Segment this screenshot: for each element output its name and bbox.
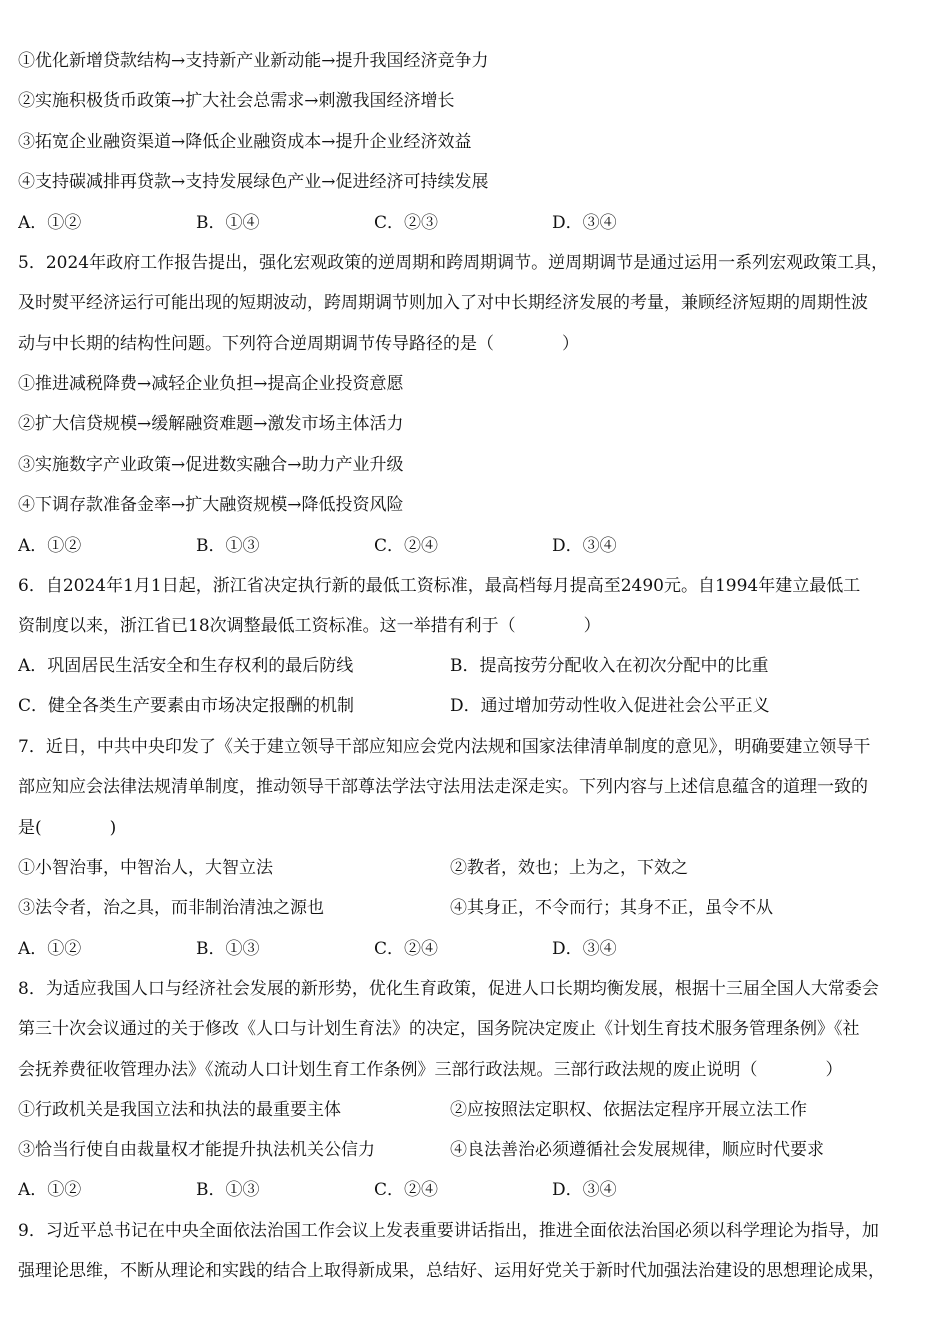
q8-option-d: D．③④ <box>552 1180 617 1200</box>
q7-item-4: ④其身正，不令而行；其身不正，虽令不从 <box>450 898 773 918</box>
q6-options-row-1 <box>18 646 932 686</box>
q5-item-4: ④下调存款准备金率→扩大融资规模→降低投资风险 <box>18 495 404 515</box>
q7-item-3: ③法令者，治之具，而非制治清浊之源也 <box>18 898 324 918</box>
q7-item-2: ②教者，效也；上为之，下效之 <box>450 858 688 878</box>
q5-item-2: ②扩大信贷规模→缓解融资难题→激发市场主体活力 <box>18 414 404 434</box>
q6-stem-line-2: 资制度以来，浙江省已18次调整最低工资标准。这一举措有利于（ ） <box>18 616 601 636</box>
q8-option-b: B．①③ <box>196 1180 260 1200</box>
q8-stem-line-1: 8．为适应我国人口与经济社会发展的新形势，优化生育政策，促进人口长期均衡发展，根据十三届全国人大常委会 <box>18 979 879 999</box>
q9-stem-line-1: 9．习近平总书记在中央全面依法治国工作会议上发表重要讲话指出，推进全面依法治国必须以科学理论为指导，加 <box>18 1221 879 1241</box>
q5-option-c: C．②④ <box>374 536 439 556</box>
q6-option-b: B．提高按劳分配收入在初次分配中的比重 <box>450 656 769 676</box>
q5-stem-line-3: 动与中长期的结构性问题。下列符合逆周期调节传导路径的是（ ） <box>18 334 579 354</box>
q7-option-d: D．③④ <box>552 939 617 959</box>
q5-item-3: ③实施数字产业政策→促进数实融合→助力产业升级 <box>18 455 404 475</box>
q8-items-row-1 <box>18 1090 932 1130</box>
q6-option-a: A．巩固居民生活安全和生存权利的最后防线 <box>18 656 354 676</box>
q8-item-2: ②应按照法定职权、依据法定程序开展立法工作 <box>450 1100 807 1120</box>
q4-option-a: A．①② <box>18 213 82 233</box>
q7-option-b: B．①③ <box>196 939 260 959</box>
q7-stem-line-1: 7．近日，中共中央印发了《关于建立领导干部应知应会党内法规和国家法律清单制度的意见》，明确要建立领导干 <box>18 737 871 757</box>
q5-option-b: B．①③ <box>196 536 260 556</box>
q5-stem-line-1: 5．2024年政府工作报告提出，强化宏观政策的逆周期和跨周期调节。逆周期调节是通过运用一系列宏观政策工具， <box>18 253 889 273</box>
q7-options <box>18 929 932 969</box>
q4-item-1: ①优化新增贷款结构→支持新产业新动能→提升我国经济竞争力 <box>18 51 489 71</box>
q7-items-row-2 <box>18 888 932 928</box>
q7-option-a: A．①② <box>18 939 82 959</box>
q7-stem-line-3: 是( ) <box>18 818 117 838</box>
q8-option-c: C．②④ <box>374 1180 439 1200</box>
q4-option-c: C．②③ <box>374 213 439 233</box>
q5-options <box>18 526 932 566</box>
q5-option-a: A．①② <box>18 536 82 556</box>
q8-stem-line-3: 会抚养费征收管理办法》《流动人口计划生育工作条例》三部行政法规。三部行政法规的废止说明（ ） <box>18 1060 843 1080</box>
q5-stem-line-2: 及时熨平经济运行可能出现的短期波动，跨周期调节则加入了对中长期经济发展的考量，兼顾经济短期的周期性波 <box>18 293 868 313</box>
q8-options <box>18 1170 932 1210</box>
q6-options-row-2 <box>18 686 932 726</box>
q7-stem-line-2: 部应知应会法律法规清单制度，推动领导干部尊法学法守法用法走深走实。下列内容与上述信息蕴含的道理一致的 <box>18 777 868 797</box>
q8-items-row-2 <box>18 1130 932 1170</box>
q4-item-2: ②实施积极货币政策→扩大社会总需求→刺激我国经济增长 <box>18 91 455 111</box>
q5-item-1: ①推进减税降费→减轻企业负担→提高企业投资意愿 <box>18 374 404 394</box>
q8-option-a: A．①② <box>18 1180 82 1200</box>
q5-option-d: D．③④ <box>552 536 617 556</box>
q6-option-d: D．通过增加劳动性收入促进社会公平正义 <box>450 696 770 716</box>
q9-stem-line-2: 强理论思维，不断从理论和实践的结合上取得新成果，总结好、运用好党关于新时代加强法治建设的思想理论成果， <box>18 1261 885 1281</box>
q7-item-1: ①小智治事，中智治人，大智立法 <box>18 858 273 878</box>
q7-items-row-1 <box>18 848 932 888</box>
q4-item-3: ③拓宽企业融资渠道→降低企业融资成本→提升企业经济效益 <box>18 132 472 152</box>
q8-stem-line-2: 第三十次会议通过的关于修改《人口与计划生育法》的决定，国务院决定废止《计划生育技术服务管理条例》《社 <box>18 1019 860 1039</box>
q6-stem-line-1: 6．自2024年1月1日起，浙江省决定执行新的最低工资标准，最高档每月提高至2490元。自1994年建立最低工 <box>18 576 861 596</box>
q6-option-c: C．健全各类生产要素由市场决定报酬的机制 <box>18 696 355 716</box>
q4-option-b: B．①④ <box>196 213 260 233</box>
q4-item-4: ④支持碳减排再贷款→支持发展绿色产业→促进经济可持续发展 <box>18 172 489 192</box>
q4-options <box>18 203 932 243</box>
q8-item-3: ③恰当行使自由裁量权才能提升执法机关公信力 <box>18 1140 375 1160</box>
q8-item-4: ④良法善治必须遵循社会发展规律，顺应时代要求 <box>450 1140 824 1160</box>
q4-option-d: D．③④ <box>552 213 617 233</box>
q8-item-1: ①行政机关是我国立法和执法的最重要主体 <box>18 1100 341 1120</box>
q7-option-c: C．②④ <box>374 939 439 959</box>
